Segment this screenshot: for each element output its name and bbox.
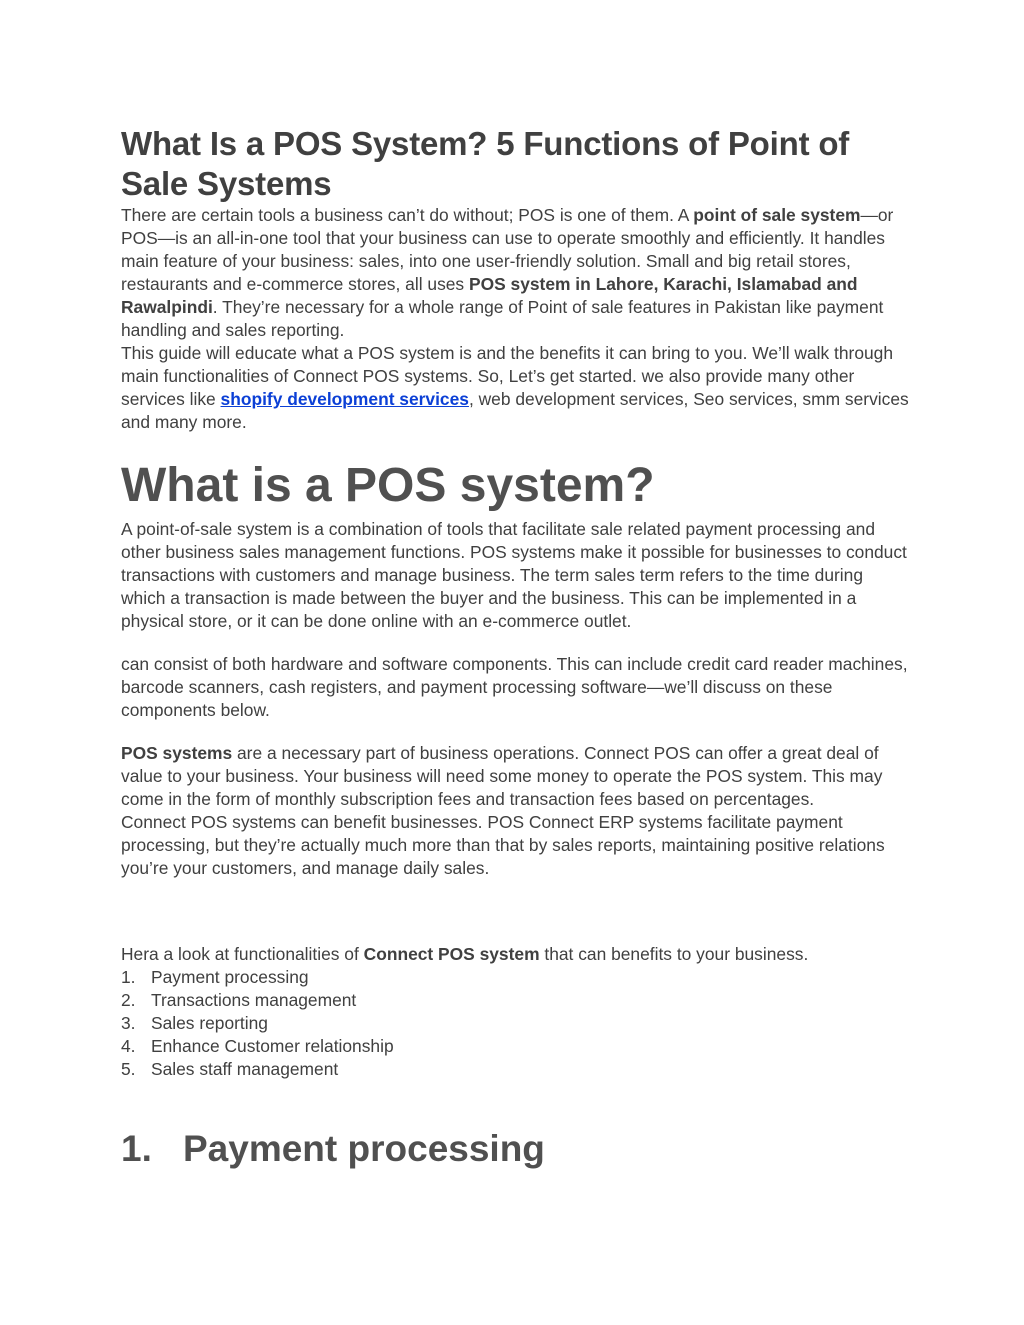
list-item: [121, 1058, 911, 1081]
what-paragraph-3: [121, 742, 911, 811]
list-item: [121, 966, 911, 989]
functions-intro: [121, 943, 911, 966]
list-item-label: Sales reporting: [151, 1013, 268, 1033]
payment-processing-heading: [121, 1128, 911, 1170]
what-is-pos-heading: What is a POS system?: [121, 459, 655, 512]
intro-text-e: , web development services, Seo services, smm services and many more.: [121, 389, 909, 432]
list-item-label: Payment processing: [151, 967, 309, 987]
spacer: [121, 880, 911, 943]
pos-systems-bold: POS systems: [121, 743, 233, 763]
list-item: [121, 1035, 911, 1058]
section-heading-text: Payment processing: [183, 1128, 545, 1169]
intro-bold-pos-definition: point of sale system: [693, 205, 861, 225]
intro-text-a: There are certain tools a business can’t do without; POS is one of them. A: [121, 205, 694, 225]
intro-text-c: . They’re necessary for a whole range of Point of sale features in Pakistan like payment handling and sales reporting.: [121, 297, 884, 340]
list-item: [121, 989, 911, 1012]
list-item-number: 3.: [121, 1013, 136, 1033]
list-item-label: Enhance Customer relationship: [151, 1036, 394, 1056]
document-content: [121, 124, 911, 1170]
intro-text-b: —or POS—is an all-in-one tool that your business can use to operate smoothly and efficiently. It handles main feature of your business: sales, into one user-friendly solution. Small and big retail stores, restaurants and e-commerce stores, all uses: [121, 205, 894, 294]
list-item-label: Sales staff management: [151, 1059, 339, 1079]
functions-list: [121, 966, 911, 1081]
intro-text-d: This guide will educate what a POS system is and the benefits it can bring to you. We’ll walk through main functionalities of Connect POS systems. So, Let’s get started. we also provide many other services like: [121, 343, 894, 409]
list-item-number: 4.: [121, 1036, 136, 1056]
spacer: [121, 633, 911, 653]
what-paragraph-1: A point-of-sale system is a combination of tools that facilitate sale related payment processing and other business sales management functions. POS systems make it possible for businesses to conduct transactions with customers and manage business. The term sales term refers to the time during which a transaction is made between the buyer and the business. This can be implemented in a physical store, or it can be done online with an e-commerce outlet.: [121, 519, 907, 631]
functions-intro-text-a: Hera a look at functionalities of: [121, 944, 364, 964]
section-number: 1.: [121, 1128, 152, 1169]
intro-paragraph-2: [121, 342, 911, 434]
connect-pos-bold: Connect POS system: [363, 944, 540, 964]
list-item-number: 5.: [121, 1059, 136, 1079]
list-item-label: Transactions management: [151, 990, 357, 1010]
page-title: What Is a POS System? 5 Functions of Point of Sale Systems: [121, 125, 850, 202]
what-paragraph-4: Connect POS systems can benefit businesses. POS Connect ERP systems facilitate payment processing, but they’re actually much more than that by sales reports, maintaining positive relations you’re your customers, and manage daily sales.: [121, 812, 885, 878]
intro-bold-pos-cities: POS system in Lahore, Karachi, Islamabad and Rawalpindi: [121, 274, 858, 317]
list-item: [121, 1012, 911, 1035]
spacer: [121, 722, 911, 742]
list-item-number: 1.: [121, 967, 136, 987]
list-item-number: 2.: [121, 990, 136, 1010]
what-paragraph-3-text: are a necessary part of business operations. Connect POS can offer a great deal of value to your business. Your business will need some money to operate the POS system. This may come in the form of monthly subscription fees and transaction fees based on percentages.: [121, 743, 883, 809]
what-paragraph-2: can consist of both hardware and software components. This can include credit card reader machines, barcode scanners, cash registers, and payment processing software—we’ll discuss on these components below.: [121, 654, 908, 720]
shopify-development-link[interactable]: shopify development services: [220, 389, 469, 409]
intro-paragraph-1: [121, 204, 911, 342]
functions-intro-text-b: that can benefits to your business.: [539, 944, 809, 964]
